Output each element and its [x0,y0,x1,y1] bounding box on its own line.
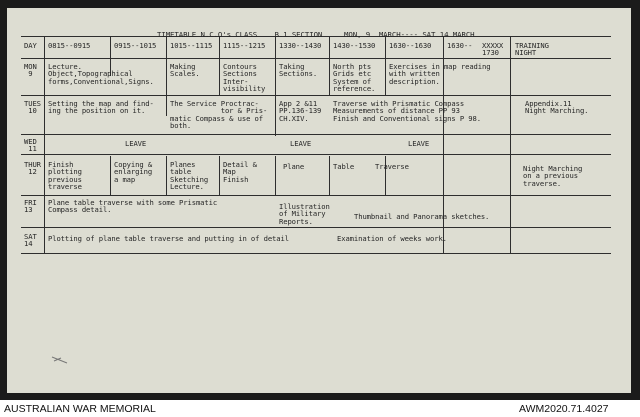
rule [275,36,276,136]
rule [44,36,45,254]
rule [510,36,511,254]
rule [219,36,220,96]
header-time-5: 1330--1430 [279,41,322,50]
mon-slot-6: North pts Grids etc System of reference. [333,62,376,94]
mon-slot-1: Lecture. Object,Topographical forms,Conventional,Signs. [48,62,154,86]
row-day-wed: WED 11 [24,137,37,154]
header-time-2: 0915--1015 [114,41,157,50]
rule [21,253,611,254]
row-day-thu: THUR 12 [24,160,41,177]
rule [166,156,167,196]
tue-night: Appendix.11 Night Marching. [525,99,589,116]
header-time-6: 1430--1530 [333,41,376,50]
header-day: DAY [24,41,37,50]
thu-slot-6: Table [333,162,355,171]
fri-slot-1: Plane table traverse with some Prismatic Compass detail. [48,198,218,215]
thu-slot-5: Plane [283,162,305,171]
thu-night: Night Marching on a previous traverse. [523,164,583,188]
document-title: TIMETABLE N.C.O's CLASS B.1 SECTION MON, 9 MARCH---- SAT 14 MARCH [157,30,475,39]
header-time-8-end: XXXXX 1730 [482,41,504,58]
mon-slot-5: Taking Sections. [279,62,318,79]
row-day-tue: TUES 10 [24,99,41,116]
fri-slot-5: Illustration of Military Reports. [279,202,330,226]
rule [21,95,611,96]
row-day-fri: FRI 13 [24,198,37,215]
tue-slot-3: The Service Proctrac- tor & Pris- matic Compass & use of both. [170,99,268,131]
rule [385,36,386,96]
wed-leave-1: LEAVE [125,139,147,148]
row-day-mon: MON 9 [24,62,37,79]
mon-slot-3: Making Scales. [170,62,200,79]
header-time-7: 1630--1630 [389,41,432,50]
rule [21,154,611,155]
pencil-mark-icon [51,355,69,365]
header-time-8: 1630-- [447,41,473,50]
footer-accession-number: AWM2020.71.4027 [519,403,609,415]
rule [329,156,330,196]
rule [21,134,611,135]
mon-slot-7: Exercises in map reading with written description. [389,62,491,86]
sat-slot-6: Examination of weeks work. [337,234,447,243]
rule [275,156,276,196]
header-time-4: 1115--1215 [223,41,266,50]
thu-slot-2: Copying & enlarging a map [114,160,153,184]
header-training-night: TRAINING NIGHT [515,41,549,58]
rule [329,36,330,96]
rule [21,227,611,228]
header-time-3: 1015--1115 [170,41,213,50]
timetable-card [7,8,631,393]
tue-slot-5: App 2 &11 PP.136-139 CH.XIV. [279,99,322,123]
rule [219,156,220,196]
header-time-1: 0815--0915 [48,41,91,50]
mon-slot-4: Contours Sections Inter- visibility [223,62,266,94]
sat-slot-1: Plotting of plane table traverse and putting in of detail [48,234,289,243]
thu-slot-4: Detail & Map Finish [223,160,257,184]
footer-source: AUSTRALIAN WAR MEMORIAL [4,403,156,415]
rule [166,36,167,116]
row-day-sat: SAT 14 [24,232,37,249]
wed-leave-3: LEAVE [408,139,430,148]
fri-slot-6: Thumbnail and Panorama sketches. [354,212,490,221]
thu-slot-3: Planes table Sketching Lecture. [170,160,209,192]
rule [110,156,111,196]
thu-slot-7: Traverse [375,162,409,171]
tue-slot-6: Traverse with Prismatic Compass Measurements of distance PP 93 Finish and Conventional signs P 98. [333,99,481,123]
tue-slot-1: Setting the map and find- ing the position on it. [48,99,154,116]
wed-leave-2: LEAVE [290,139,312,148]
thu-slot-1: Finish plotting previous traverse [48,160,82,192]
